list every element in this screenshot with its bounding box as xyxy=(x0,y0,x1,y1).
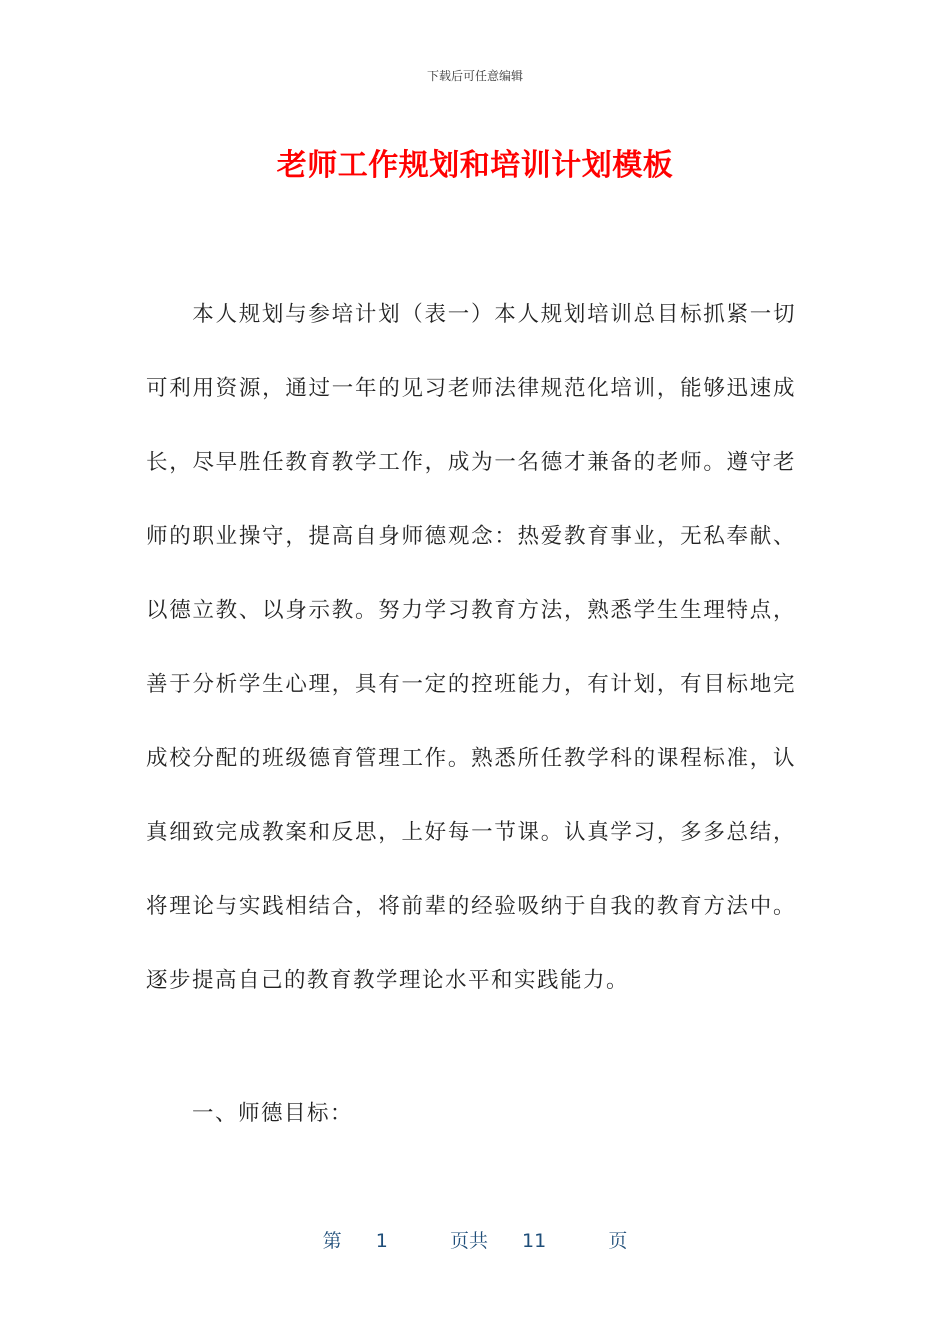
document-title: 老师工作规划和培训计划模板 xyxy=(276,148,674,183)
footer-suffix: 页 xyxy=(608,1230,628,1252)
body-paragraph xyxy=(146,278,796,1018)
footer-prefix: 第 xyxy=(322,1230,342,1252)
footer-total-pages: 11 xyxy=(522,1230,547,1252)
paragraph-text: 本人规划与参培计划（表一）本人规划培训总目标抓紧一切可利用资源，通过一年的见习老师法律规范化培训，能够迅速成长，尽早胜任教育教学工作，成为一名德才兼备的老师。遵守老师的职业操守，提高自身师德观念：热爱教育事业，无私奉献、以德立教、以身示教。努力学习教育方法，熟悉学生生理特点，善于分析学生心理，具有一定的控班能力，有计划，有目标地完成校分配的班级德育管理工作。熟悉所任教学科的课程标准，认真细致完成教案和反思，上好每一节课。认真学习，多多总结，将理论与实践相结合，将前辈的经验吸纳于自我的教育方法中。逐步提高自己的教育教学理论水平和实践能力。 xyxy=(146,302,796,993)
section-heading: 一、师德目标： xyxy=(192,1101,354,1126)
footer-page-number: 1 xyxy=(375,1230,388,1252)
header-note: 下载后可任意编辑 xyxy=(426,69,523,83)
footer-middle: 页共 xyxy=(449,1230,488,1252)
page-footer xyxy=(0,1226,950,1253)
